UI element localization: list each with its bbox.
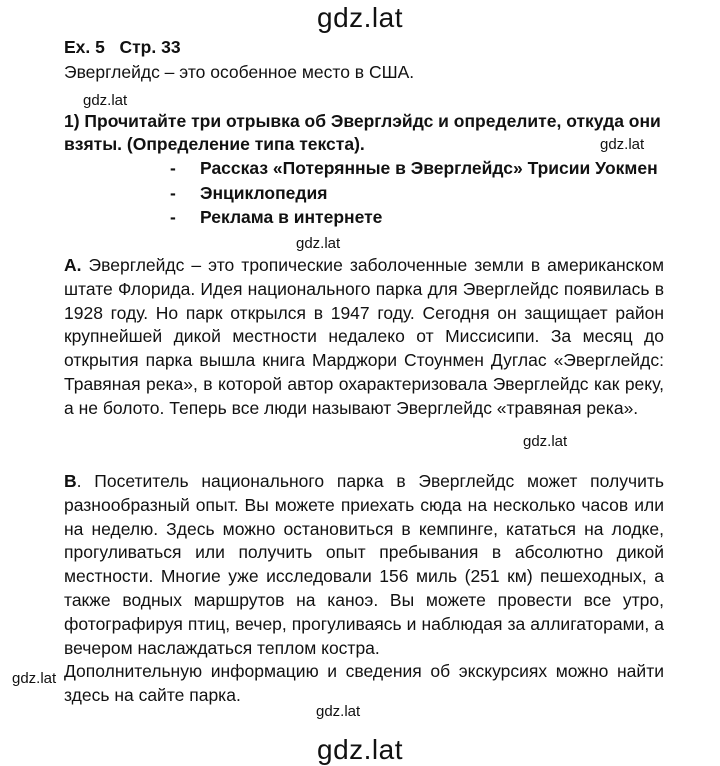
watermark-small: gdz.lat <box>12 670 57 687</box>
passage-a-marker: A. <box>64 255 82 275</box>
passage-b <box>64 470 664 708</box>
watermark-small: gdz.lat <box>523 433 568 450</box>
dash: - <box>170 158 176 178</box>
option-label: Рассказ «Потерянные в Эверглейдс» Трисии Уокмен <box>200 158 658 178</box>
passage-a-text: Эверглейдс – это тропические заболоченные земли в американском штате Флорида. Идея национального парка для Эверглейдс появилась в 1928 году. Но парк открылся в 1947 году. Сегодня он защищает район крупнейшей дикой местности недалеко от Миссисипи. За месяц до открытия парка вышла книга Марджори Стоунмен Дуглас «Эверглейдс: Травяная река», в которой автор охарактеризовала Эверглейдс как реку, а не болото. Теперь все люди называют Эверглейдс «травяная река». <box>64 255 664 418</box>
task-line-1: 1) Прочитайте три отрывка об Эверглэйдс и определите, откуда они <box>64 111 661 131</box>
watermark-small: gdz.lat <box>296 235 341 252</box>
watermark-small: gdz.lat <box>316 703 361 720</box>
passage-b-text: . Посетитель национального парка в Эверглейдс может получить разнообразный опыт. Вы можете приехать сюда на несколько часов или на неделю. Здесь можно остановиться в кемпинге, кататься на лодке, прогуливаться или получить опыт пребывания в абсолютно дикой местности. Многие уже исследовали 156 миль (251 км) пешеходных, а также водных маршрутов на каноэ. Вы можете провести все утро, фотографируя птиц, вечер, прогуливаясь и наблюдая за аллигаторами, а вечером наслаждаться теплом костра. <box>64 471 664 658</box>
watermark-small: gdz.lat <box>600 136 645 153</box>
watermark-top: gdz.lat <box>317 2 403 33</box>
task-line-2: взяты. (Определение типа текста). <box>64 134 365 154</box>
dash: - <box>170 207 176 227</box>
watermark-small: gdz.lat <box>83 92 128 109</box>
option-label: Реклама в интернете <box>200 207 383 227</box>
passage-a <box>64 254 664 421</box>
option-label: Энциклопедия <box>200 182 328 203</box>
dash: - <box>170 182 176 203</box>
list-item <box>170 156 658 181</box>
subtitle: Эверглейдс – это особенное место в США. <box>64 62 415 82</box>
page-number: Стр. 33 <box>119 37 181 57</box>
exercise-header <box>64 36 181 59</box>
list-item <box>170 181 658 206</box>
exercise-number: Ex. 5 <box>64 37 105 57</box>
list-item <box>170 205 658 230</box>
passage-b-extra: Дополнительную информацию и сведения об экскурсиях можно найти здесь на сайте парка. <box>64 661 664 706</box>
watermark-bottom: gdz.lat <box>317 734 403 765</box>
passage-b-marker: B <box>64 471 77 491</box>
options-list <box>170 156 658 230</box>
